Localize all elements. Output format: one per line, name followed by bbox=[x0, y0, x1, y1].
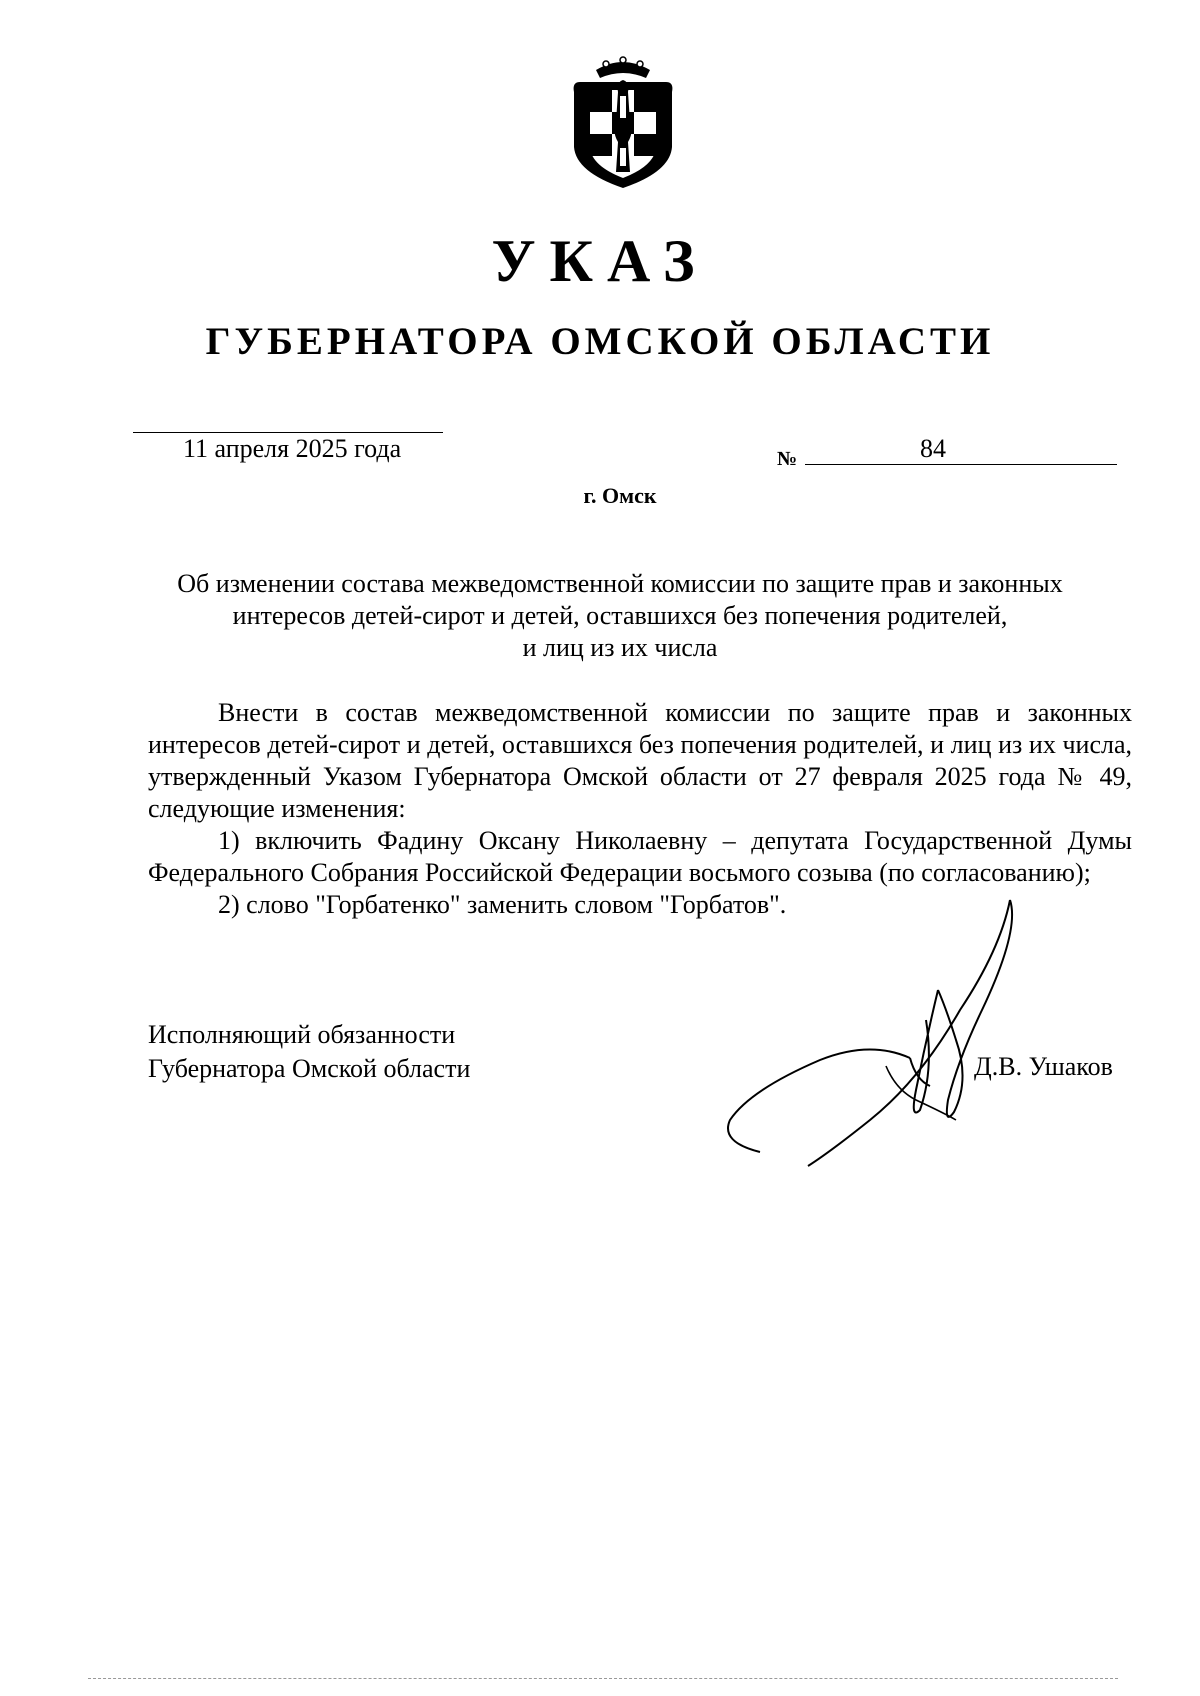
decree-city: г. Омск bbox=[583, 483, 657, 508]
handwritten-signature-icon bbox=[720, 890, 1020, 1170]
signatory-position-line-1: Исполняющий обязанности bbox=[148, 1020, 456, 1049]
subject-line-2: интересов детей-сирот и детей, оставшихся без попечения родителей, bbox=[232, 601, 1008, 630]
signatory-position-line-2: Губернатора Омской области bbox=[148, 1054, 471, 1083]
scan-edge-line bbox=[88, 1678, 1118, 1679]
decree-subject bbox=[140, 568, 1100, 664]
body-item-2: 2) слово "Горбатенко" заменить словом "Горбатов". bbox=[218, 890, 787, 919]
body-paragraph-intro: Внести в состав межведомственной комиссии по защите прав и законных интересов детей-сирот и детей, оставшихся без попечения родителей, и лиц из их числа, утвержденный Указом Губернатора Омской области от 27 февраля 2025 года № 49, следующие изменения: bbox=[148, 698, 1132, 823]
coat-of-arms-icon bbox=[568, 52, 678, 192]
decree-issuer: ГУБЕРНАТОРА ОМСКОЙ ОБЛАСТИ bbox=[205, 320, 995, 363]
number-underline bbox=[805, 464, 1117, 465]
decree-date: 11 апреля 2025 года bbox=[183, 434, 402, 463]
signatory-name: Д.В. Ушаков bbox=[974, 1052, 1113, 1081]
signatory-position bbox=[148, 1018, 470, 1086]
body-item-1: 1) включить Фадину Оксану Николаевну – депутата Государственной Думы Федерального Собрания Российской Федерации восьмого созыва (по согласованию); bbox=[148, 826, 1132, 887]
decree-title: УКАЗ bbox=[491, 228, 709, 294]
decree-number: 84 bbox=[920, 434, 946, 463]
subject-line-3: и лиц из их числа bbox=[522, 633, 718, 662]
number-sign: № bbox=[777, 448, 798, 470]
decree-body bbox=[148, 697, 1132, 921]
subject-line-1: Об изменении состава межведомственной комиссии по защите прав и законных bbox=[177, 569, 1063, 598]
